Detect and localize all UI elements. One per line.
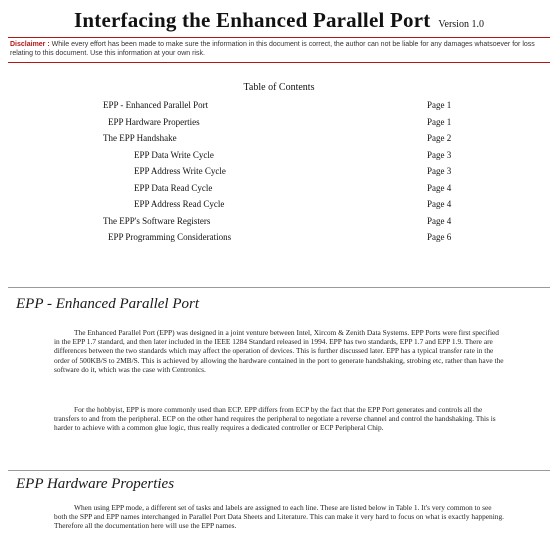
toc-entry-page: Page 4 [427, 199, 452, 209]
toc-entry[interactable] [0, 117, 558, 134]
toc-entry-page: Page 4 [427, 182, 452, 193]
disclaimer [10, 40, 548, 58]
disclaimer-divider [8, 62, 550, 63]
toc-entry-label[interactable]: EPP Data Write Cycle [134, 149, 214, 160]
section-paragraph: When using EPP mode, a different set of tasks and labels are assigned to each line. These are listed below in Table 1. It's very common to see both the SPP and EPP names interchanged in Parallel Port Data Sheets and Literature. This can make it very hard to focus on what is exactly happening. Therefore all the documentation here will use the EPP names. [54, 503, 505, 531]
toc-entry-label[interactable]: EPP Hardware Properties [108, 116, 200, 127]
disclaimer-label: Disclaimer : [10, 41, 50, 48]
toc-entry-page: Page 2 [427, 133, 452, 143]
toc-entry-page: Page 1 [427, 116, 452, 127]
section-divider [8, 470, 550, 471]
title-row [0, 8, 558, 33]
toc-entry[interactable] [0, 183, 558, 200]
toc-entry[interactable] [0, 133, 558, 150]
toc-entry-label[interactable]: The EPP Handshake [103, 133, 177, 143]
section-title-hardware: EPP Hardware Properties [16, 476, 175, 492]
document-title: Interfacing the Enhanced Parallel Port [74, 8, 431, 32]
toc-entry-label[interactable]: EPP Data Read Cycle [134, 182, 213, 193]
toc-entry[interactable] [0, 150, 558, 167]
toc-entry[interactable] [0, 166, 558, 183]
toc-entry[interactable] [0, 216, 558, 233]
section-title-epp: EPP - Enhanced Parallel Port [16, 296, 200, 312]
toc-entry-label[interactable]: EPP - Enhanced Parallel Port [103, 100, 209, 110]
toc-entry-page: Page 3 [427, 149, 452, 160]
toc-entry[interactable] [0, 100, 558, 117]
toc-entry-label[interactable]: EPP Programming Considerations [108, 232, 232, 242]
toc-entry[interactable] [0, 199, 558, 216]
section-paragraph: The Enhanced Parallel Port (EPP) was designed in a joint venture between Intel, Xircom & Zenith Data Systems. EPP Ports were first specified in the EPP 1.7 standard, and then later included in the IEEE 1284 Standard released in 1994. EPP has two standards, EPP 1.7 and EPP 1.9. There are differences between the two standards which may affect the operation of devices. This is further discussed later. EPP has a typical transfer rate in the order of 500KB/S to 2MB/S. This is achieved by allowing the hardware contained in the port to generate handshaking, strobing etc, rather than have the software do it, which was the case with Centronics. [54, 328, 504, 374]
table-of-contents [0, 100, 558, 249]
title-divider [8, 37, 550, 38]
toc-heading: Table of Contents [243, 82, 315, 93]
toc-entry-page: Page 3 [427, 166, 452, 176]
toc-entry-page: Page 6 [427, 232, 452, 242]
toc-entry-page: Page 1 [427, 100, 452, 110]
toc-entry-label[interactable]: The EPP's Software Registers [103, 215, 211, 226]
disclaimer-text: While every effort has been made to make sure the information in this document is correct, the author can not be liable for any damages whatsoever for loss relating to this document. Use this information at your own risk. [10, 41, 535, 57]
section-paragraph: For the hobbyist, EPP is more commonly used than ECP. EPP differs from ECP by the fact that the EPP Port generates and controls all the transfers to and from the peripheral. ECP on the other hand requires the peripheral to negotiate a reverse channel and control the handshaking. This is harder to achieve with a common glue logic, thus really requires a dedicated controller or ECP Peripheral Chip. [54, 405, 496, 433]
toc-entry-label[interactable]: EPP Address Read Cycle [134, 199, 225, 209]
toc-entry[interactable] [0, 232, 558, 249]
toc-divider [8, 287, 550, 288]
toc-entry-label[interactable]: EPP Address Write Cycle [134, 166, 226, 176]
toc-entry-page: Page 4 [427, 215, 452, 226]
version-label: Version 1.0 [438, 19, 484, 30]
